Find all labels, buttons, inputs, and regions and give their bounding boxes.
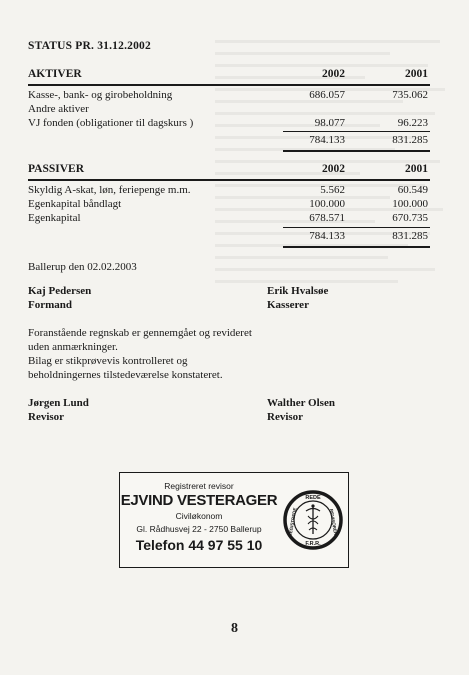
row-value-2001: 96.223 xyxy=(397,117,428,129)
liabilities-heading: PASSIVER xyxy=(28,163,85,175)
row-value-2001: 100.000 xyxy=(392,198,428,210)
stamp-phone: Telefon 44 97 55 10 xyxy=(135,537,263,553)
seal-text-left: REGISTREDE xyxy=(287,507,298,537)
row-value-2002: 100.000 xyxy=(309,198,345,210)
row-label: Skyldig A-skat, løn, feriepenge m.m. xyxy=(28,184,191,196)
assets-year-2002: 2002 xyxy=(322,68,345,80)
audit-statement-line: Foranstående regnskab er gennemgået og revideret xyxy=(28,327,252,339)
audit-statement-line: Bilag er stikprøvevis kontrolleret og xyxy=(28,355,188,367)
signatory-role: Kasserer xyxy=(267,299,309,311)
assets-row xyxy=(28,117,430,131)
liabilities-row xyxy=(28,184,430,198)
audit-statement-line: beholdningernes tilstedeværelse konstateret. xyxy=(28,369,223,381)
liabilities-header xyxy=(28,163,430,181)
seal-text-top: REDE xyxy=(305,495,321,501)
assets-heading: AKTIVER xyxy=(28,68,82,80)
row-value-2002: 678.571 xyxy=(309,212,345,224)
stamp-address: Gl. Rådhusvej 22 - 2750 Ballerup xyxy=(136,524,262,534)
signatory-name: Kaj Pedersen xyxy=(28,285,92,297)
page-number: 8 xyxy=(231,621,238,636)
auditor-role: Revisor xyxy=(267,411,304,423)
subtotal-rule xyxy=(283,227,430,228)
row-value-2002: 98.077 xyxy=(314,117,345,129)
row-label: Egenkapital båndlagt xyxy=(28,198,122,210)
seal-text-bottom: F.R.R. xyxy=(305,541,321,547)
auditors-association-seal-icon xyxy=(282,478,344,562)
assets-total-2002: 784.133 xyxy=(309,134,345,146)
assets-row xyxy=(28,89,430,103)
page-title: STATUS PR. 31.12.2002 xyxy=(28,40,151,52)
liabilities-total-row xyxy=(28,230,430,244)
row-label: Kasse-, bank- og girobeholdning xyxy=(28,89,173,101)
total-rule xyxy=(283,150,430,152)
liabilities-row xyxy=(28,198,430,212)
auditor-stamp xyxy=(119,472,349,568)
row-value-2002: 5.562 xyxy=(320,184,345,196)
signatory-role: Formand xyxy=(28,299,72,311)
liabilities-total-2002: 784.133 xyxy=(309,230,345,242)
assets-header xyxy=(28,68,430,86)
stamp-title: Civiløkonom xyxy=(175,511,223,521)
row-label: VJ fonden (obligationer til dagskurs ) xyxy=(28,117,194,129)
assets-total-row xyxy=(28,134,430,148)
assets-year-2001: 2001 xyxy=(405,68,428,80)
subtotal-rule xyxy=(283,131,430,132)
auditor-role: Revisor xyxy=(28,411,65,423)
stamp-registered: Registreret revisor xyxy=(164,481,234,491)
place-date: Ballerup den 02.02.2003 xyxy=(28,261,137,273)
stamp-name: EJVIND VESTERAGER xyxy=(120,492,278,509)
total-rule xyxy=(283,246,430,248)
row-value-2001: 60.549 xyxy=(397,184,428,196)
auditor-name: Jørgen Lund xyxy=(28,397,89,409)
assets-row xyxy=(28,103,430,117)
liabilities-row xyxy=(28,212,430,226)
row-label: Andre aktiver xyxy=(28,103,89,115)
assets-total-2001: 831.285 xyxy=(392,134,428,146)
liabilities-year-2002: 2002 xyxy=(322,163,345,175)
liabilities-total-2001: 831.285 xyxy=(392,230,428,242)
auditor-name: Walther Olsen xyxy=(267,397,335,409)
signatory-name: Erik Hvalsøe xyxy=(267,285,329,297)
row-value-2001: 670.735 xyxy=(392,212,428,224)
row-label: Egenkapital xyxy=(28,212,81,224)
audit-statement-line: uden anmærkninger. xyxy=(28,341,118,353)
liabilities-year-2001: 2001 xyxy=(405,163,428,175)
seal-text-right: REVISORER xyxy=(328,508,339,536)
row-value-2001: 735.062 xyxy=(392,89,428,101)
row-value-2002: 686.057 xyxy=(309,89,345,101)
